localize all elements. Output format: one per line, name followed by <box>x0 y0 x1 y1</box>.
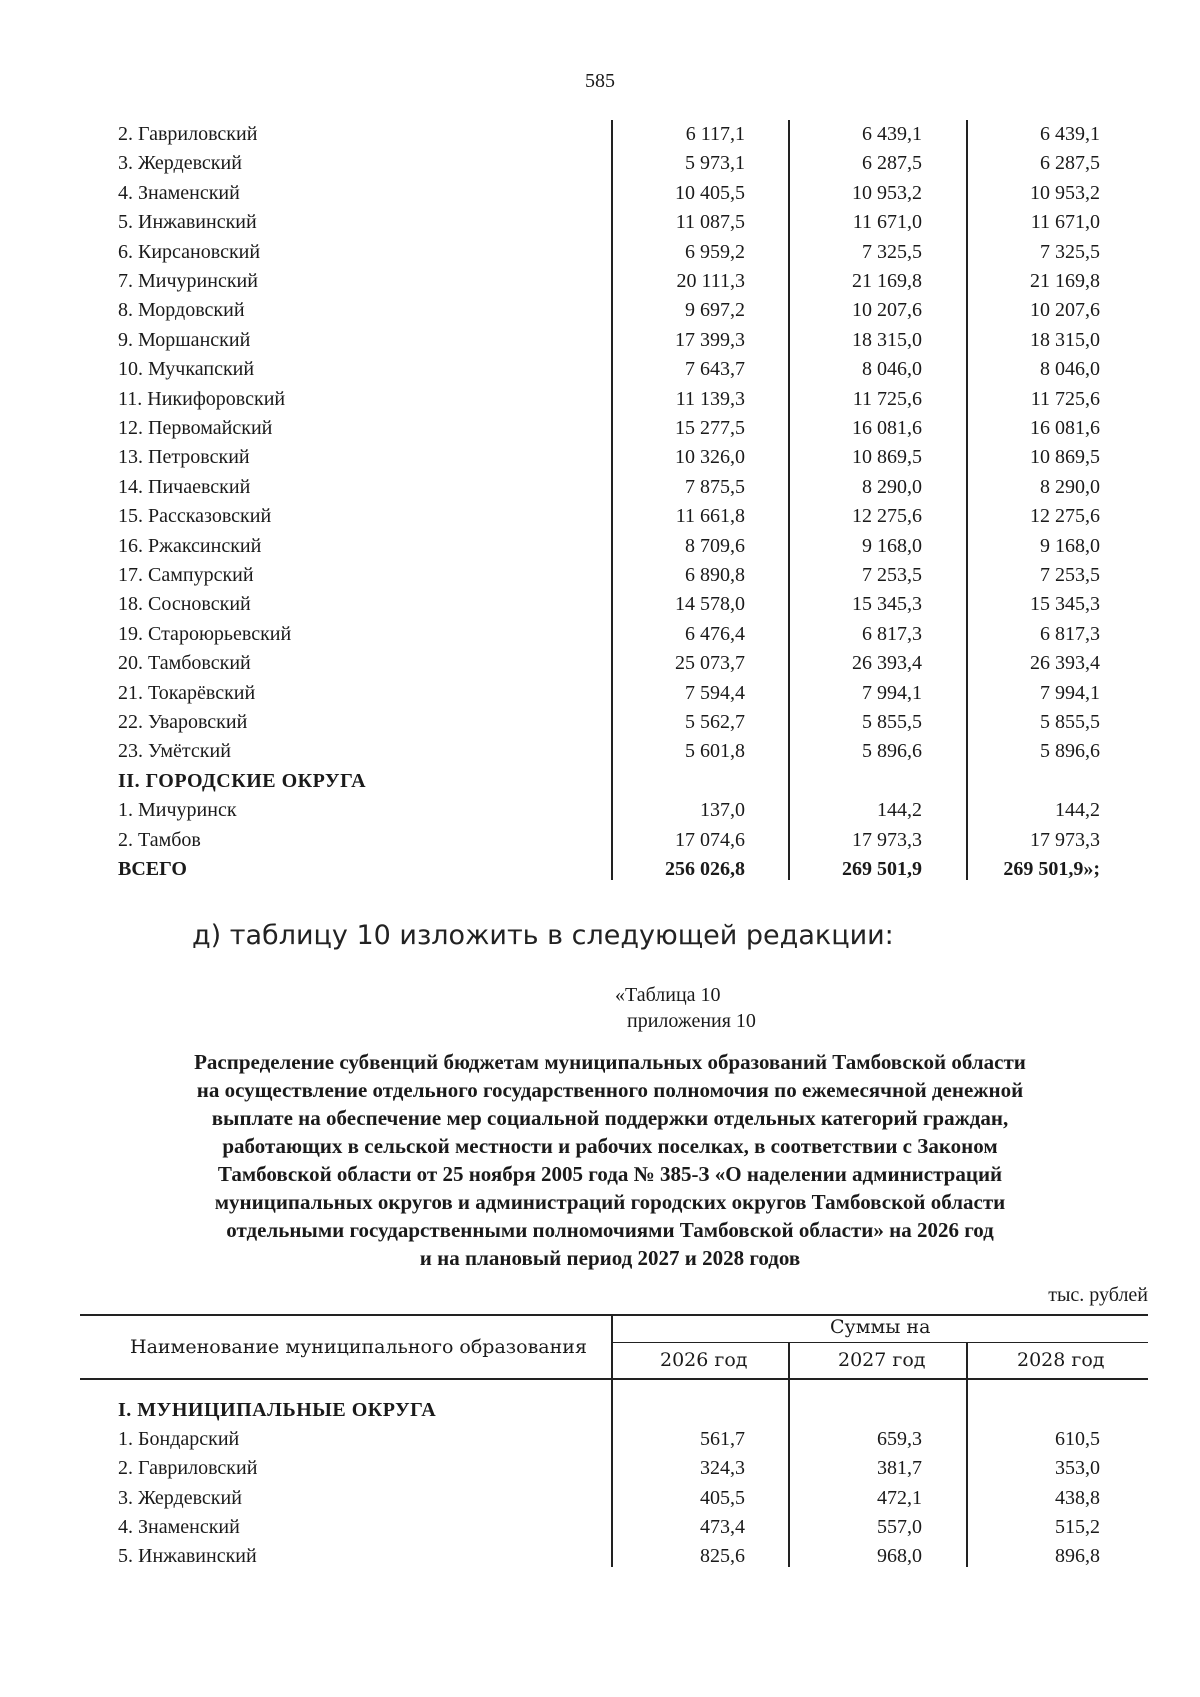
cell-v2026: 6 959,2 <box>685 240 745 263</box>
cell-v2026: 137,0 <box>700 799 745 822</box>
cell-v2028: 5 855,5 <box>1040 711 1100 733</box>
cell-v2028: 438,8 <box>1055 1486 1100 1509</box>
row-name: 1. Мичуринск <box>118 799 237 822</box>
cell-v2028: 11 671,0 <box>1030 211 1100 234</box>
table-caption-line2: приложения 10 <box>627 1010 756 1032</box>
cell-v2028: 15 345,3 <box>1030 593 1100 616</box>
cell-v2027: 16 081,6 <box>852 417 922 439</box>
cell-v2027: 557,0 <box>877 1515 922 1538</box>
cell-v2028: 8 290,0 <box>1040 475 1100 498</box>
cell-v2026: 6 890,8 <box>685 564 745 586</box>
title-line: выплате на обеспечение мер социальной поддержки отдельных категорий граждан, <box>211 1106 1009 1130</box>
cell-v2027: 8 046,0 <box>862 358 922 381</box>
header-2027: 2027 год <box>838 1349 926 1371</box>
row-name: 5. Инжавинский <box>118 211 257 234</box>
cell-v2027: 269 501,9 <box>842 858 922 880</box>
title-line: и на плановый период 2027 и 2028 годов <box>419 1246 801 1270</box>
cell-v2027: 6 439,1 <box>862 123 922 145</box>
row-name: 22. Уваровский <box>118 711 248 733</box>
cell-v2026: 473,4 <box>700 1515 745 1538</box>
cell-v2027: 5 855,5 <box>862 711 922 733</box>
cell-v2026: 14 578,0 <box>675 593 745 616</box>
row-name: 7. Мичуринский <box>118 270 258 292</box>
cell-v2026: 11 087,5 <box>675 211 745 234</box>
cell-v2026: 6 117,1 <box>685 123 745 145</box>
cell-v2026: 25 073,7 <box>675 652 745 675</box>
cell-v2028: 5 896,6 <box>1040 740 1100 763</box>
cell-v2028: 7 994,1 <box>1040 681 1100 704</box>
row-name: 2. Тамбов <box>118 828 201 851</box>
cell-v2028: 353,0 <box>1055 1457 1100 1480</box>
table-row <box>0 211 1200 240</box>
row-name: 3. Жердевский <box>118 1486 242 1509</box>
table-row <box>0 1487 1200 1516</box>
header-sums: Суммы на <box>830 1316 931 1338</box>
cell-v2027: 659,3 <box>877 1428 922 1451</box>
cell-v2027: 10 869,5 <box>852 446 922 469</box>
row-name: 21. Токарёвский <box>118 681 256 704</box>
row-name: 8. Мордовский <box>118 299 245 322</box>
section-heading: II. ГОРОДСКИЕ ОКРУГА <box>118 769 367 792</box>
table10-subheader-rule <box>612 1342 1148 1343</box>
cell-v2028: 12 275,6 <box>1030 505 1100 528</box>
cell-v2026: 11 661,8 <box>675 505 745 528</box>
table10-top-border <box>80 1314 1148 1316</box>
cell-v2027: 12 275,6 <box>852 505 922 528</box>
table-row <box>0 711 1200 740</box>
row-name: 1. Бондарский <box>118 1428 240 1451</box>
cell-v2028: 7 253,5 <box>1040 564 1100 586</box>
cell-v2027: 5 896,6 <box>862 740 922 763</box>
row-name: 13. Петровский <box>118 446 250 469</box>
cell-v2026: 405,5 <box>700 1486 745 1509</box>
table-row <box>0 299 1200 328</box>
cell-v2026: 7 875,5 <box>685 475 745 498</box>
cell-v2026: 256 026,8 <box>665 858 745 880</box>
table-row <box>0 1457 1200 1486</box>
cell-v2026: 7 594,4 <box>685 681 745 704</box>
table-row <box>0 182 1200 211</box>
cell-v2027: 21 169,8 <box>852 270 922 292</box>
row-name: 17. Сампурский <box>118 564 254 586</box>
cell-v2028: 10 207,6 <box>1030 299 1100 322</box>
cell-v2027: 472,1 <box>877 1486 922 1509</box>
table-row <box>0 829 1200 858</box>
cell-v2026: 561,7 <box>700 1428 745 1451</box>
title-line: Распределение субвенций бюджетам муниципальных образований Тамбовской области <box>194 1050 1026 1074</box>
cell-v2027: 10 207,6 <box>852 299 922 322</box>
cell-v2027: 11 725,6 <box>852 387 922 410</box>
table-row <box>0 1428 1200 1457</box>
cell-v2027: 7 994,1 <box>862 681 922 704</box>
title-line: работающих в сельской местности и рабочих поселках, в соответствии с Законом <box>222 1134 998 1158</box>
table-row <box>0 388 1200 417</box>
cell-v2026: 17 074,6 <box>675 828 745 851</box>
cell-v2027: 381,7 <box>877 1457 922 1480</box>
title-line: Тамбовской области от 25 ноября 2005 года № 385-З «О наделении администраций <box>217 1162 1003 1186</box>
row-name: 6. Кирсановский <box>118 240 261 263</box>
table-row <box>0 564 1200 593</box>
cell-v2027: 7 253,5 <box>862 564 922 586</box>
table-row <box>0 593 1200 622</box>
row-name: 19. Староюрьевский <box>118 622 292 645</box>
row-name: 2. Гавриловский <box>118 123 258 145</box>
table-row <box>0 476 1200 505</box>
table-row <box>0 329 1200 358</box>
cell-v2028: 6 287,5 <box>1040 152 1100 175</box>
title-line: отдельными государственными полномочиями Тамбовской области» на 2026 год <box>226 1218 994 1242</box>
header-name-column: Наименование муниципального образования <box>130 1336 587 1358</box>
cell-v2028: 18 315,0 <box>1030 328 1100 351</box>
table-row <box>0 623 1200 652</box>
title-line: на осуществление отдельного государственного полномочия по ежемесячной денежной <box>196 1078 1024 1102</box>
cell-v2027: 8 290,0 <box>862 475 922 498</box>
table-row <box>0 152 1200 181</box>
row-name: 15. Рассказовский <box>118 505 272 528</box>
page-number: 585 <box>585 70 615 92</box>
table-row <box>0 682 1200 711</box>
table10-header-bottom-border <box>80 1378 1148 1380</box>
table-row <box>0 1516 1200 1545</box>
row-name: 2. Гавриловский <box>118 1457 258 1480</box>
row-name: ВСЕГО <box>118 858 187 880</box>
cell-v2026: 17 399,3 <box>675 328 745 351</box>
cell-v2028: 6 439,1 <box>1040 123 1100 145</box>
cell-v2026: 15 277,5 <box>675 417 745 439</box>
title-line: муниципальных округов и администраций городских округов Тамбовской области <box>214 1190 1006 1214</box>
units-label: тыс. рублей <box>1048 1284 1148 1306</box>
cell-v2026: 5 562,7 <box>685 711 745 733</box>
cell-v2027: 10 953,2 <box>852 181 922 204</box>
row-name: 16. Ржаксинский <box>118 534 262 557</box>
row-name: 14. Пичаевский <box>118 475 251 498</box>
row-name: 20. Тамбовский <box>118 652 251 675</box>
table-row <box>0 740 1200 769</box>
table-row <box>0 770 1200 799</box>
table-row <box>0 446 1200 475</box>
cell-v2027: 9 168,0 <box>862 534 922 557</box>
table-row <box>0 799 1200 828</box>
cell-v2028: 6 817,3 <box>1040 622 1100 645</box>
row-name: 5. Инжавинский <box>118 1545 257 1567</box>
table-caption-line1: «Таблица 10 <box>615 984 721 1006</box>
cell-v2028: 144,2 <box>1055 799 1100 822</box>
cell-v2028: 8 046,0 <box>1040 358 1100 381</box>
row-name: 18. Сосновский <box>118 593 251 616</box>
cell-v2026: 7 643,7 <box>685 358 745 381</box>
table-row <box>0 123 1200 152</box>
cell-v2026: 20 111,3 <box>676 270 745 292</box>
cell-v2028: 16 081,6 <box>1030 417 1100 439</box>
table10-title <box>110 1048 1110 1272</box>
row-name: 10. Мучкапский <box>118 358 255 381</box>
table-row <box>0 858 1200 887</box>
cell-v2026: 825,6 <box>700 1545 745 1567</box>
table-row <box>0 505 1200 534</box>
table-row <box>0 652 1200 681</box>
cell-v2027: 11 671,0 <box>852 211 922 234</box>
row-name: 4. Знаменский <box>118 181 240 204</box>
cell-v2027: 7 325,5 <box>862 240 922 263</box>
table-row <box>0 1545 1200 1574</box>
cell-v2026: 8 709,6 <box>685 534 745 557</box>
cell-v2026: 324,3 <box>700 1457 745 1480</box>
cell-v2028: 9 168,0 <box>1040 534 1100 557</box>
header-2026: 2026 год <box>660 1349 748 1371</box>
cell-v2028: 7 325,5 <box>1040 240 1100 263</box>
row-name: 12. Первомайский <box>118 417 273 439</box>
cell-v2027: 6 287,5 <box>862 152 922 175</box>
cell-v2026: 11 139,3 <box>675 387 745 410</box>
header-2028: 2028 год <box>1017 1349 1105 1371</box>
table-row <box>0 241 1200 270</box>
table-row <box>0 417 1200 446</box>
cell-v2027: 18 315,0 <box>852 328 922 351</box>
table-row <box>0 270 1200 299</box>
section-heading: I. МУНИЦИПАЛЬНЫЕ ОКРУГА <box>118 1399 437 1421</box>
cell-v2028: 26 393,4 <box>1030 652 1100 675</box>
cell-v2028: 10 953,2 <box>1030 181 1100 204</box>
cell-v2027: 968,0 <box>877 1545 922 1567</box>
cell-v2026: 10 405,5 <box>675 181 745 204</box>
cell-v2028: 10 869,5 <box>1030 446 1100 469</box>
cell-v2028: 515,2 <box>1055 1515 1100 1538</box>
row-name: 3. Жердевский <box>118 152 242 175</box>
cell-v2028: 610,5 <box>1055 1428 1100 1451</box>
cell-v2027: 15 345,3 <box>852 593 922 616</box>
cell-v2026: 5 601,8 <box>685 740 745 763</box>
row-name: 11. Никифоровский <box>118 387 286 410</box>
cell-v2027: 17 973,3 <box>852 828 922 851</box>
table-row <box>0 535 1200 564</box>
row-name: 9. Моршанский <box>118 328 251 351</box>
cell-v2027: 26 393,4 <box>852 652 922 675</box>
row-name: 23. Умётский <box>118 740 231 763</box>
cell-v2026: 9 697,2 <box>685 299 745 322</box>
table-row <box>0 1399 1200 1428</box>
row-name: 4. Знаменский <box>118 1515 240 1538</box>
cell-v2028: 269 501,9»; <box>1003 858 1100 880</box>
cell-v2026: 6 476,4 <box>685 622 745 645</box>
instruction-text: д) таблицу 10 изложить в следующей редакции: <box>192 920 894 951</box>
table-row <box>0 358 1200 387</box>
cell-v2028: 896,8 <box>1055 1545 1100 1567</box>
cell-v2028: 21 169,8 <box>1030 270 1100 292</box>
cell-v2027: 6 817,3 <box>862 622 922 645</box>
cell-v2028: 17 973,3 <box>1030 828 1100 851</box>
cell-v2028: 11 725,6 <box>1030 387 1100 410</box>
cell-v2027: 144,2 <box>877 799 922 822</box>
cell-v2026: 10 326,0 <box>675 446 745 469</box>
cell-v2026: 5 973,1 <box>685 152 745 175</box>
